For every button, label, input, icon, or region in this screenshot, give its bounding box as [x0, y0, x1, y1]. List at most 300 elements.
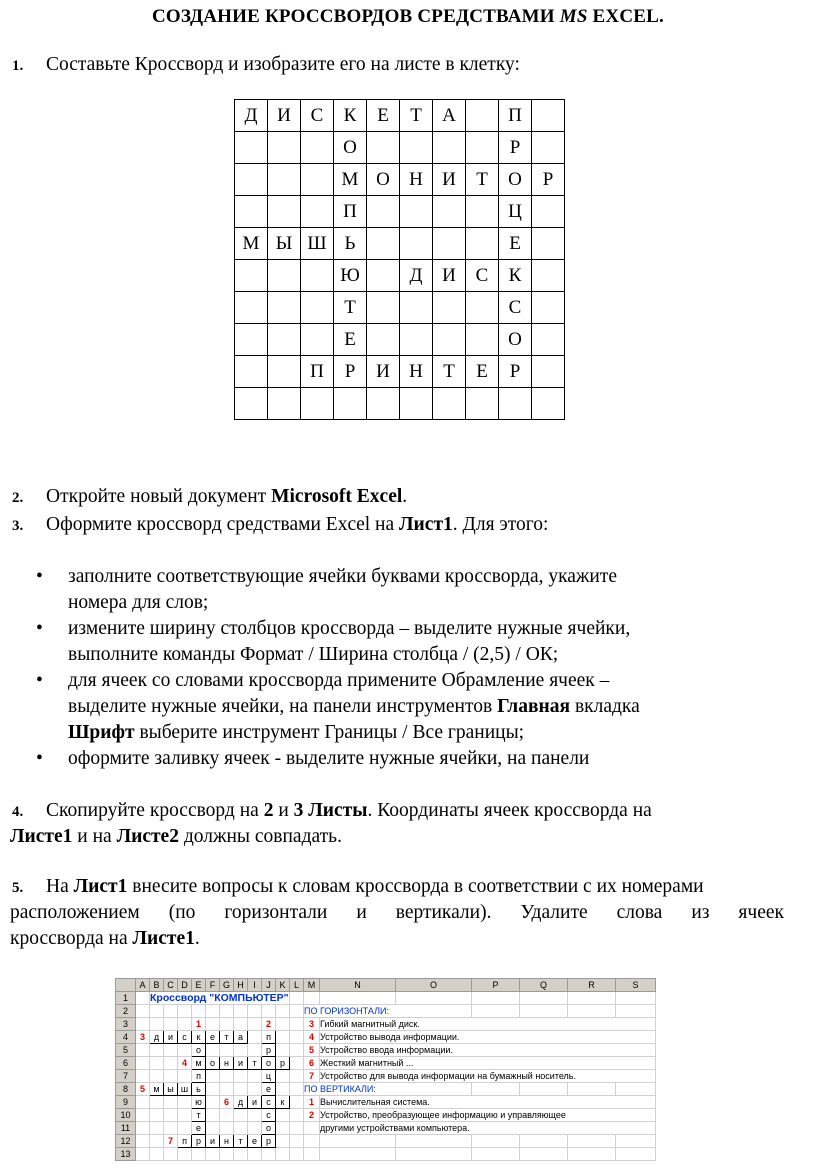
sheet-cell[interactable]: [520, 992, 568, 1005]
sheet-cell[interactable]: [616, 992, 656, 1005]
crossword-cell: К: [334, 100, 367, 132]
sheet-cell[interactable]: [248, 1018, 262, 1031]
sheet-cell[interactable]: [206, 1018, 220, 1031]
column-header[interactable]: J: [262, 979, 276, 992]
sheet-cell[interactable]: [568, 1135, 616, 1148]
crossword-cell: [466, 388, 499, 420]
sheet-cell[interactable]: [136, 1109, 150, 1122]
sheet-row: [116, 1070, 656, 1083]
step4-line-2: Листе1 и на Листе2 должны совпадать.: [10, 826, 342, 847]
sheet-cell[interactable]: [150, 1148, 164, 1161]
crossword-letter-cell[interactable]: ш: [178, 1083, 192, 1096]
clue-text[interactable]: Вычислительная система.: [320, 1096, 656, 1109]
sheet-cell[interactable]: [520, 1148, 568, 1161]
sheet-cell[interactable]: [276, 1135, 290, 1148]
crossword-cell: Ю: [334, 260, 367, 292]
sheet-cell[interactable]: [276, 1044, 290, 1057]
sheet-cell[interactable]: [290, 1070, 304, 1083]
sheet-cell[interactable]: [568, 1083, 616, 1096]
sheet-cell[interactable]: [396, 992, 472, 1005]
sheet-cell[interactable]: [206, 1096, 220, 1109]
sheet-cell[interactable]: [304, 1148, 320, 1161]
crossword-cell: [466, 324, 499, 356]
row-header[interactable]: 5: [116, 1044, 136, 1057]
sheet-cell[interactable]: [150, 1122, 164, 1135]
crossword-cell: [433, 324, 466, 356]
sheet-cell[interactable]: [150, 1018, 164, 1031]
sheet-cell[interactable]: [248, 1070, 262, 1083]
crossword-cell: [466, 292, 499, 324]
sheet-cell[interactable]: [290, 1148, 304, 1161]
column-header[interactable]: H: [234, 979, 248, 992]
sheet-cell[interactable]: [164, 1096, 178, 1109]
crossword-letter-cell[interactable]: к: [192, 1031, 206, 1044]
sheet-cell[interactable]: [290, 1057, 304, 1070]
crossword-letter-cell[interactable]: е: [206, 1031, 220, 1044]
clue-text[interactable]: Гибкий магнитный диск.: [320, 1018, 656, 1031]
sheet-cell[interactable]: [136, 1122, 150, 1135]
column-header[interactable]: Q: [520, 979, 568, 992]
crossword-cell: [301, 164, 334, 196]
crossword-cell: [532, 196, 565, 228]
crossword-letter-cell[interactable]: с: [262, 1109, 276, 1122]
row-header[interactable]: 6: [116, 1057, 136, 1070]
crossword-letter-cell[interactable]: р: [276, 1057, 290, 1070]
sheet-cell[interactable]: [616, 1148, 656, 1161]
crossword-letter-cell[interactable]: и: [248, 1096, 262, 1109]
sheet-cell[interactable]: [568, 1005, 616, 1018]
column-header[interactable]: P: [472, 979, 520, 992]
crossword-cell: [235, 260, 268, 292]
column-header[interactable]: L: [290, 979, 304, 992]
crossword-cell: [466, 228, 499, 260]
sheet-cell[interactable]: [520, 1005, 568, 1018]
sheet-cell[interactable]: [520, 1083, 568, 1096]
crossword-letter-cell[interactable]: ы: [164, 1083, 178, 1096]
sheet-cell[interactable]: [472, 1005, 520, 1018]
step1-text: Составьте Кроссворд и изобразите его на листе в клетку:: [46, 54, 520, 75]
word-number[interactable]: 4: [178, 1057, 192, 1070]
sheet-cell[interactable]: [472, 1135, 520, 1148]
crossword-letter-cell[interactable]: п: [178, 1135, 192, 1148]
crossword-cell: [268, 292, 301, 324]
sheet-cell[interactable]: [248, 1005, 262, 1018]
sheet-row: [116, 1135, 656, 1148]
column-header[interactable]: A: [136, 979, 150, 992]
sheet-cell[interactable]: [136, 1096, 150, 1109]
sheet-cell[interactable]: [150, 1057, 164, 1070]
crossword-letter-cell[interactable]: о: [262, 1122, 276, 1135]
crossword-row: [235, 388, 565, 420]
word-number[interactable]: 1: [192, 1018, 206, 1031]
sheet-cell[interactable]: [472, 1083, 520, 1096]
sheet-cell[interactable]: [150, 1005, 164, 1018]
sheet-cell[interactable]: [234, 1018, 248, 1031]
sheet-cell[interactable]: [136, 1148, 150, 1161]
crossword-cell: [235, 292, 268, 324]
crossword-cell: [400, 132, 433, 164]
crossword-cell: [532, 292, 565, 324]
sheet-cell[interactable]: [616, 1135, 656, 1148]
crossword-letter-cell[interactable]: и: [164, 1031, 178, 1044]
sheet-row: [116, 1031, 656, 1044]
sheet-cell[interactable]: [192, 1148, 206, 1161]
clue-number[interactable]: 4: [304, 1031, 320, 1044]
row-header[interactable]: 11: [116, 1122, 136, 1135]
crossword-letter-cell[interactable]: т: [248, 1057, 262, 1070]
sheet-cell[interactable]: [220, 1083, 234, 1096]
sheet-cell[interactable]: [262, 1005, 276, 1018]
sheet-row: [116, 992, 656, 1005]
word-number[interactable]: 3: [136, 1031, 150, 1044]
sheet-cell[interactable]: [290, 1018, 304, 1031]
sheet-cell[interactable]: [290, 1109, 304, 1122]
crossword-letter-cell[interactable]: е: [262, 1083, 276, 1096]
crossword-cell: Т: [433, 356, 466, 388]
clue-number[interactable]: [304, 1122, 320, 1135]
sheet-cell[interactable]: [164, 1148, 178, 1161]
sheet-cell[interactable]: [290, 1135, 304, 1148]
sheet-cell[interactable]: [276, 1122, 290, 1135]
crossword-cell: Ц: [499, 196, 532, 228]
crossword-letter-cell[interactable]: н: [220, 1057, 234, 1070]
sheet-cell[interactable]: [234, 1109, 248, 1122]
crossword-cell: П: [499, 100, 532, 132]
sheet-cell[interactable]: [178, 1044, 192, 1057]
row-header[interactable]: 13: [116, 1148, 136, 1161]
clue-number[interactable]: 5: [304, 1044, 320, 1057]
column-header[interactable]: M: [304, 979, 320, 992]
sheet-cell[interactable]: [136, 1005, 150, 1018]
word-number[interactable]: 5: [136, 1083, 150, 1096]
sheet-cell[interactable]: [220, 1018, 234, 1031]
word-number[interactable]: 7: [164, 1135, 178, 1148]
crossword-letter-cell[interactable]: и: [234, 1057, 248, 1070]
column-header[interactable]: F: [206, 979, 220, 992]
horizontal-header[interactable]: ПО ГОРИЗОНТАЛИ:: [304, 1005, 472, 1018]
sheet-cell[interactable]: [206, 1148, 220, 1161]
title-main: СОЗДАНИЕ КРОССВОРДОВ СРЕДСТВАМИ: [152, 6, 560, 27]
clue-text[interactable]: Устройство, преобразующее информацию и управляющее: [320, 1109, 656, 1122]
crossword-letter-cell[interactable]: е: [192, 1122, 206, 1135]
sheet-row: [116, 1122, 656, 1135]
crossword-cell: [433, 388, 466, 420]
sheet-cell[interactable]: [206, 1005, 220, 1018]
crossword-cell: [301, 324, 334, 356]
clue-number[interactable]: 3: [304, 1018, 320, 1031]
sheet-cell[interactable]: [320, 1148, 396, 1161]
crossword-cell: И: [433, 260, 466, 292]
crossword-letter-cell[interactable]: с: [178, 1031, 192, 1044]
crossword-cell: [268, 196, 301, 228]
sheet-cell[interactable]: [220, 1148, 234, 1161]
sheet-cell[interactable]: [290, 992, 304, 1005]
sheet-cell[interactable]: [568, 992, 616, 1005]
sheet-cell[interactable]: [290, 1031, 304, 1044]
sheet-cell[interactable]: [472, 1148, 520, 1161]
sheet-cell[interactable]: [150, 1135, 164, 1148]
sheet-cell[interactable]: [248, 1031, 262, 1044]
word-number[interactable]: 2: [262, 1018, 276, 1031]
sheet-cell[interactable]: [396, 1148, 472, 1161]
column-header[interactable]: R: [568, 979, 616, 992]
sheet-cell[interactable]: [276, 1148, 290, 1161]
sheet-cell[interactable]: [290, 1122, 304, 1135]
row-header[interactable]: 2: [116, 1005, 136, 1018]
crossword-letter-cell[interactable]: о: [192, 1044, 206, 1057]
corner-cell[interactable]: [116, 979, 136, 992]
sheet-cell[interactable]: [164, 1005, 178, 1018]
sheet-cell[interactable]: [234, 1005, 248, 1018]
column-header[interactable]: E: [192, 979, 206, 992]
bullet-3-line-3: Шрифт выберите инструмент Границы / Все границы;: [68, 722, 525, 743]
sheet-cell[interactable]: [164, 1057, 178, 1070]
crossword-letter-cell[interactable]: р: [192, 1135, 206, 1148]
row-header[interactable]: 8: [116, 1083, 136, 1096]
crossword-letter-cell[interactable]: н: [220, 1135, 234, 1148]
crossword-letter-cell[interactable]: д: [150, 1031, 164, 1044]
crossword-cell: С: [499, 292, 532, 324]
crossword-cell: [367, 388, 400, 420]
sheet-cell[interactable]: [150, 1070, 164, 1083]
sheet-cell[interactable]: [206, 1070, 220, 1083]
sheet-cell[interactable]: [248, 1122, 262, 1135]
sheet-cell[interactable]: [304, 1135, 320, 1148]
crossword-cell: [400, 324, 433, 356]
bullet-1-line-2: номера для слов;: [68, 592, 209, 613]
sheet-cell[interactable]: [136, 1135, 150, 1148]
crossword-letter-cell[interactable]: р: [262, 1135, 276, 1148]
clue-text[interactable]: Жесткий магнитный ...: [320, 1057, 656, 1070]
word-number[interactable]: 6: [220, 1096, 234, 1109]
sheet-cell[interactable]: [568, 1148, 616, 1161]
sheet-cell[interactable]: [164, 1018, 178, 1031]
crossword-letter-cell[interactable]: е: [248, 1135, 262, 1148]
column-header[interactable]: O: [396, 979, 472, 992]
row-header[interactable]: 4: [116, 1031, 136, 1044]
sheet-cell[interactable]: [136, 1044, 150, 1057]
sheet-cell[interactable]: [616, 1083, 656, 1096]
sheet-cell[interactable]: [164, 1070, 178, 1083]
bullet-1: •: [36, 566, 43, 587]
sheet-cell[interactable]: [290, 1096, 304, 1109]
sheet-cell[interactable]: [276, 1018, 290, 1031]
sheet-cell[interactable]: [520, 1135, 568, 1148]
crossword-cell: [301, 260, 334, 292]
sheet-cell[interactable]: [220, 1109, 234, 1122]
sheet-row: [116, 1044, 656, 1057]
crossword-cell: Ы: [268, 228, 301, 260]
vertical-header[interactable]: ПО ВЕРТИКАЛИ:: [304, 1083, 472, 1096]
crossword-letter-cell[interactable]: ю: [192, 1096, 206, 1109]
sheet-cell[interactable]: [276, 1031, 290, 1044]
sheet-cell[interactable]: [220, 1122, 234, 1135]
crossword-cell: А: [433, 100, 466, 132]
sheet-cell[interactable]: [396, 1135, 472, 1148]
clue-number[interactable]: 6: [304, 1057, 320, 1070]
sheet-cell[interactable]: [136, 1057, 150, 1070]
column-header[interactable]: B: [150, 979, 164, 992]
column-header[interactable]: D: [178, 979, 192, 992]
sheet-cell[interactable]: [206, 1044, 220, 1057]
sheet-cell[interactable]: [234, 1122, 248, 1135]
excel-screenshot: [115, 978, 671, 1168]
sheet-cell[interactable]: [248, 1044, 262, 1057]
sheet-cell[interactable]: [178, 1122, 192, 1135]
crossword-letter-cell[interactable]: м: [192, 1057, 206, 1070]
column-header[interactable]: I: [248, 979, 262, 992]
sheet-cell[interactable]: [276, 1083, 290, 1096]
sheet-cell[interactable]: [472, 992, 520, 1005]
row-header[interactable]: 7: [116, 1070, 136, 1083]
crossword-letter-cell[interactable]: ц: [262, 1070, 276, 1083]
column-header[interactable]: G: [220, 979, 234, 992]
sheet-cell[interactable]: [150, 1096, 164, 1109]
column-header[interactable]: K: [276, 979, 290, 992]
crossword-cell: [499, 388, 532, 420]
crossword-cell: [268, 324, 301, 356]
sheet-cell[interactable]: [616, 1005, 656, 1018]
sheet-cell[interactable]: [290, 1083, 304, 1096]
row-header[interactable]: 1: [116, 992, 136, 1005]
crossword-cell: [235, 324, 268, 356]
sheet-cell[interactable]: [220, 1070, 234, 1083]
crossword-letter-cell[interactable]: с: [262, 1096, 276, 1109]
clue-text[interactable]: Устройство ввода информации.: [320, 1044, 656, 1057]
sheet-cell[interactable]: [164, 1109, 178, 1122]
sheet-cell[interactable]: [234, 1044, 248, 1057]
column-header[interactable]: N: [320, 979, 396, 992]
crossword-letter-cell[interactable]: ь: [192, 1083, 206, 1096]
sheet-cell[interactable]: [178, 1109, 192, 1122]
sheet-cell[interactable]: [150, 1109, 164, 1122]
crossword-letter-cell[interactable]: п: [262, 1031, 276, 1044]
sheet-cell[interactable]: [262, 1148, 276, 1161]
sheet-cell[interactable]: [234, 1070, 248, 1083]
sheet-cell[interactable]: [220, 1005, 234, 1018]
row-header[interactable]: 9: [116, 1096, 136, 1109]
sheet-cell[interactable]: [178, 1005, 192, 1018]
crossword-cell: [532, 388, 565, 420]
sheet-row: [116, 1005, 656, 1018]
crossword-letter-cell[interactable]: о: [206, 1057, 220, 1070]
clue-number[interactable]: 1: [304, 1096, 320, 1109]
column-header[interactable]: C: [164, 979, 178, 992]
sheet-cell[interactable]: [150, 1044, 164, 1057]
sheet-cell[interactable]: [136, 1018, 150, 1031]
sheet-cell[interactable]: [276, 1109, 290, 1122]
sheet-cell[interactable]: [206, 1083, 220, 1096]
clue-text[interactable]: Устройство для вывода информации на бумажный носитель.: [320, 1070, 656, 1083]
crossword-cell: [400, 292, 433, 324]
sheet-cell[interactable]: [248, 1083, 262, 1096]
sheet-cell[interactable]: [234, 1083, 248, 1096]
crossword-cell: [532, 228, 565, 260]
sheet-title[interactable]: Кроссворд "КОМПЬЮТЕР": [150, 991, 289, 1004]
row-header[interactable]: 3: [116, 1018, 136, 1031]
clue-number[interactable]: 2: [304, 1109, 320, 1122]
sheet-cell[interactable]: [178, 1096, 192, 1109]
crossword-letter-cell[interactable]: д: [234, 1096, 248, 1109]
sheet-cell[interactable]: [178, 1070, 192, 1083]
crossword-letter-cell[interactable]: и: [206, 1135, 220, 1148]
sheet-cell[interactable]: [290, 1005, 304, 1018]
sheet-cell[interactable]: [192, 1005, 206, 1018]
sheet-cell[interactable]: [248, 1109, 262, 1122]
crossword-cell: [400, 228, 433, 260]
sheet-cell[interactable]: [320, 992, 396, 1005]
crossword-cell: И: [367, 356, 400, 388]
crossword-cell: [367, 260, 400, 292]
crossword-row: [235, 260, 565, 292]
sheet-cell[interactable]: [234, 1148, 248, 1161]
sheet-cell[interactable]: [164, 1122, 178, 1135]
row-header[interactable]: 12: [116, 1135, 136, 1148]
crossword-cell: О: [367, 164, 400, 196]
sheet-cell[interactable]: [206, 1109, 220, 1122]
clue-text[interactable]: Устройство вывода информации.: [320, 1031, 656, 1044]
crossword-letter-cell[interactable]: о: [262, 1057, 276, 1070]
title-italic: MS: [559, 6, 588, 27]
crossword-cell: [235, 164, 268, 196]
crossword-letter-cell[interactable]: п: [192, 1070, 206, 1083]
crossword-row: [235, 164, 565, 196]
sheet-cell[interactable]: [206, 1122, 220, 1135]
sheet-cell[interactable]: [276, 1005, 290, 1018]
row-header[interactable]: 10: [116, 1109, 136, 1122]
sheet-cell[interactable]: [290, 1044, 304, 1057]
crossword-letter-cell[interactable]: т: [234, 1135, 248, 1148]
sheet-cell[interactable]: [178, 1018, 192, 1031]
sheet-cell[interactable]: [164, 1044, 178, 1057]
crossword-letter-cell[interactable]: р: [262, 1044, 276, 1057]
crossword-cell: [400, 196, 433, 228]
crossword-cell: [466, 100, 499, 132]
crossword-letter-cell[interactable]: т: [220, 1031, 234, 1044]
column-header[interactable]: S: [616, 979, 656, 992]
sheet-cell[interactable]: [220, 1044, 234, 1057]
sheet-cell[interactable]: [136, 992, 150, 1005]
sheet-cell[interactable]: [248, 1148, 262, 1161]
sheet-cell[interactable]: [304, 992, 320, 1005]
clue-text[interactable]: другими устройствами компьютера.: [320, 1122, 656, 1135]
sheet-cell[interactable]: [136, 1070, 150, 1083]
bullet-3: •: [36, 670, 43, 691]
crossword-cell: Е: [499, 228, 532, 260]
crossword-letter-cell[interactable]: м: [150, 1083, 164, 1096]
crossword-cell: [268, 132, 301, 164]
step5-line-3: кроссворда на Листе1.: [10, 928, 200, 949]
bullet-2-line-2: выполните команды Формат / Ширина столбца / (2,5) / ОК;: [68, 644, 559, 665]
crossword-cell: Е: [334, 324, 367, 356]
crossword-cell: [433, 132, 466, 164]
crossword-row: [235, 100, 565, 132]
crossword-cell: Р: [499, 132, 532, 164]
crossword-cell: М: [334, 164, 367, 196]
sheet-cell[interactable]: [276, 1070, 290, 1083]
crossword-row: [235, 228, 565, 260]
sheet-cell[interactable]: [178, 1148, 192, 1161]
crossword-letter-cell[interactable]: т: [192, 1109, 206, 1122]
crossword-cell: М: [235, 228, 268, 260]
crossword-cell: [433, 196, 466, 228]
sheet-cell[interactable]: [320, 1135, 396, 1148]
clue-number[interactable]: 7: [304, 1070, 320, 1083]
crossword-letter-cell[interactable]: а: [234, 1031, 248, 1044]
crossword-letter-cell[interactable]: к: [276, 1096, 290, 1109]
sheet-row: [116, 1018, 656, 1031]
crossword-cell: [235, 196, 268, 228]
